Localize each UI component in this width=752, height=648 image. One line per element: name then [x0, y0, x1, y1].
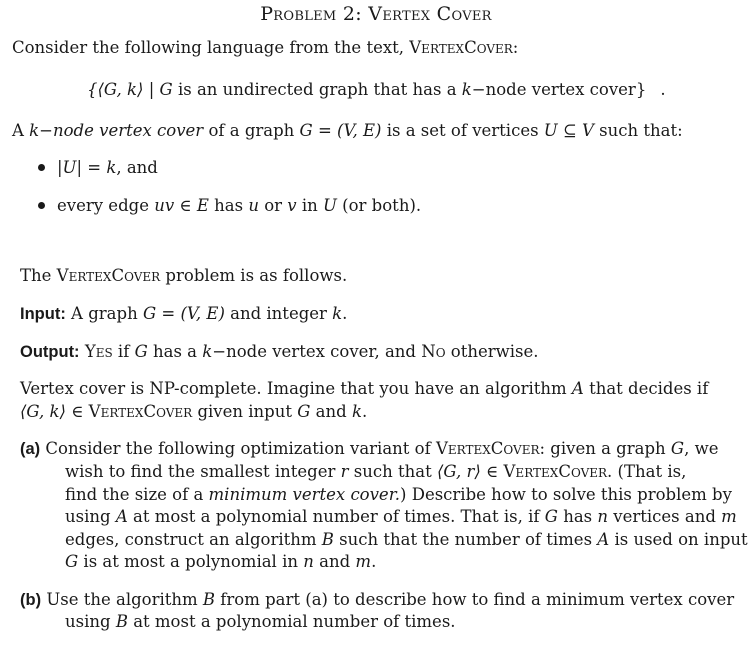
def-tail: such that: — [593, 121, 683, 140]
pa-l1-tail: , we — [684, 439, 719, 458]
pa-l2-tail: . (That is, — [607, 462, 687, 481]
output-mid: has a — [147, 342, 203, 361]
pa-l5-mid: such that the number of times — [333, 530, 598, 549]
pa-l2-r: r — [340, 462, 349, 481]
np-line-1 — [20, 379, 708, 398]
part-b-line-1 — [20, 590, 734, 610]
output-mid2: −node vertex cover, and — [212, 342, 422, 361]
output-pre: if — [112, 342, 135, 361]
set-tail: −node vertex cover} — [471, 80, 647, 99]
pa-l6-and: and — [313, 552, 356, 571]
part-a-line-2 — [65, 462, 686, 481]
pa-l6-mid: is at most a polynomial in — [78, 552, 304, 571]
def-subset-formula: U ⊆ V — [543, 121, 594, 140]
intro-line — [12, 38, 518, 57]
pa-l6-n: n — [303, 552, 314, 571]
intro-text: Consider the following language from the text, — [12, 38, 410, 57]
bullet-item — [38, 196, 421, 215]
np-and: and — [310, 402, 352, 421]
pb-l1-pre: Use the algorithm — [46, 590, 203, 609]
np-k: k — [351, 402, 362, 421]
pa-l2-mid: such that — [348, 462, 437, 481]
input-label: Input: — [20, 305, 66, 323]
problem-line — [20, 266, 347, 285]
output-no: No — [421, 342, 446, 361]
bullet-in: in — [296, 196, 324, 215]
set-dot: . — [660, 80, 666, 99]
problem-tail: problem is as follows. — [160, 266, 348, 285]
pa-l3-tail: ) Describe how to solve this problem by — [400, 485, 732, 504]
set-k-var: k — [461, 80, 472, 99]
problem-name: VertexCover — [56, 266, 161, 285]
pa-l4-G: G — [544, 507, 558, 526]
np-name: VertexCover — [88, 402, 193, 421]
input-mid: and integer — [224, 304, 333, 323]
language-name: VertexCover — [409, 38, 513, 57]
pa-l4-pre: using — [65, 507, 116, 526]
output-yes: Yes — [84, 342, 113, 361]
pa-l4-mid2: has — [557, 507, 598, 526]
pa-l1-G: G — [670, 439, 685, 458]
bullet-mid: has — [208, 196, 249, 215]
def-mid: of a graph — [203, 121, 300, 140]
pa-l4-m: m — [721, 507, 737, 526]
pb-l2-B: B — [115, 612, 128, 631]
np-tail: . — [361, 402, 368, 421]
pa-l5-tail: is used on input — [609, 530, 748, 549]
pa-l6-m: m — [355, 552, 372, 571]
np-pair: ⟨G, k⟩ ∈ — [20, 402, 89, 421]
part-b-line-2 — [65, 612, 456, 631]
bullet-u: u — [248, 196, 259, 215]
set-graph-var: G — [159, 80, 173, 99]
bullet-v: v — [287, 196, 297, 215]
bullet-dot-icon — [38, 202, 45, 209]
def-graph-formula: G = (V, E) — [299, 121, 382, 140]
output-k: k — [202, 342, 213, 361]
np-line1-tail: that decides if — [583, 379, 709, 398]
np-G: G — [297, 402, 311, 421]
pa-l5-B: B — [321, 530, 334, 549]
pb-l1-B: B — [202, 590, 216, 609]
problem-pre: The — [20, 266, 57, 285]
bullet-pre: every edge — [57, 196, 155, 215]
input-k: k — [332, 304, 343, 323]
definition-line — [12, 121, 683, 140]
pa-l3-pre: find the size of a — [65, 485, 209, 504]
bullet-text: , and — [116, 158, 158, 177]
bullet-math: |U| = k — [57, 158, 117, 177]
np-text: Vertex cover is NP-complete. Imagine that you have an algorithm — [20, 379, 572, 398]
output-G: G — [134, 342, 148, 361]
np-A: A — [571, 379, 584, 398]
def-mid2: is a set of vertices — [381, 121, 544, 140]
pa-l1-name: VertexCover — [435, 439, 540, 458]
pa-l5-A: A — [597, 530, 610, 549]
page-title: Problem 2: Vertex Cover — [260, 3, 492, 25]
part-a-line-6 — [65, 552, 376, 571]
part-a-line-5 — [65, 530, 748, 549]
part-a-label: (a) — [20, 440, 41, 458]
pa-l1-mid: : given a graph — [539, 439, 671, 458]
language-set-definition — [87, 80, 666, 99]
input-formula: G = (V, E) — [142, 304, 225, 323]
pa-l6-tail: . — [371, 552, 377, 571]
bullet-item — [38, 158, 158, 177]
pa-l4-mid: at most a polynomial number of times. That is, if — [127, 507, 545, 526]
bullet-U: U — [323, 196, 337, 215]
pa-l2-name: VertexCover — [503, 462, 608, 481]
pa-l3-italic: minimum vertex cover. — [208, 485, 401, 504]
pa-l2-pre: wish to find the smallest integer — [65, 462, 341, 481]
pa-l4-A: A — [115, 507, 128, 526]
def-k: k — [29, 121, 40, 140]
input-tail: . — [342, 304, 348, 323]
pa-l1-pre: Consider the following optimization variant of — [45, 439, 436, 458]
input-line — [20, 304, 347, 324]
pa-l5-pre: edges, construct an algorithm — [65, 530, 322, 549]
set-mid: is an undirected graph that has a — [172, 80, 462, 99]
set-open: {⟨G, k⟩ | — [87, 80, 160, 99]
output-tail: otherwise. — [445, 342, 539, 361]
def-pre: A — [12, 121, 30, 140]
pa-l4-tail: vertices and — [608, 507, 722, 526]
pa-l2-pair: ⟨G, r⟩ ∈ — [436, 462, 504, 481]
part-b-label: (b) — [20, 591, 42, 609]
def-italic-term: −node vertex cover — [39, 121, 204, 140]
intro-colon: : — [512, 38, 519, 57]
bullet-dot-icon — [38, 164, 45, 171]
input-pre: A graph — [65, 304, 143, 323]
np-line-2 — [20, 402, 367, 421]
pa-l4-n: n — [597, 507, 609, 526]
part-a-line-4 — [65, 507, 737, 526]
bullet-math: uv ∈ E — [154, 196, 209, 215]
bullet-or: or — [258, 196, 288, 215]
output-line — [20, 342, 539, 362]
pb-l2-pre: using — [65, 612, 116, 631]
pb-l2-tail: at most a polynomial number of times. — [127, 612, 456, 631]
pb-l1-tail: from part (a) to describe how to find a minimum vertex cover — [215, 590, 735, 609]
part-a-line-1 — [20, 439, 718, 459]
np-mid: given input — [192, 402, 298, 421]
output-label: Output: — [20, 343, 80, 361]
pa-l6-G: G — [65, 552, 79, 571]
part-a-line-3 — [65, 485, 732, 504]
bullet-tail: (or both). — [336, 196, 422, 215]
